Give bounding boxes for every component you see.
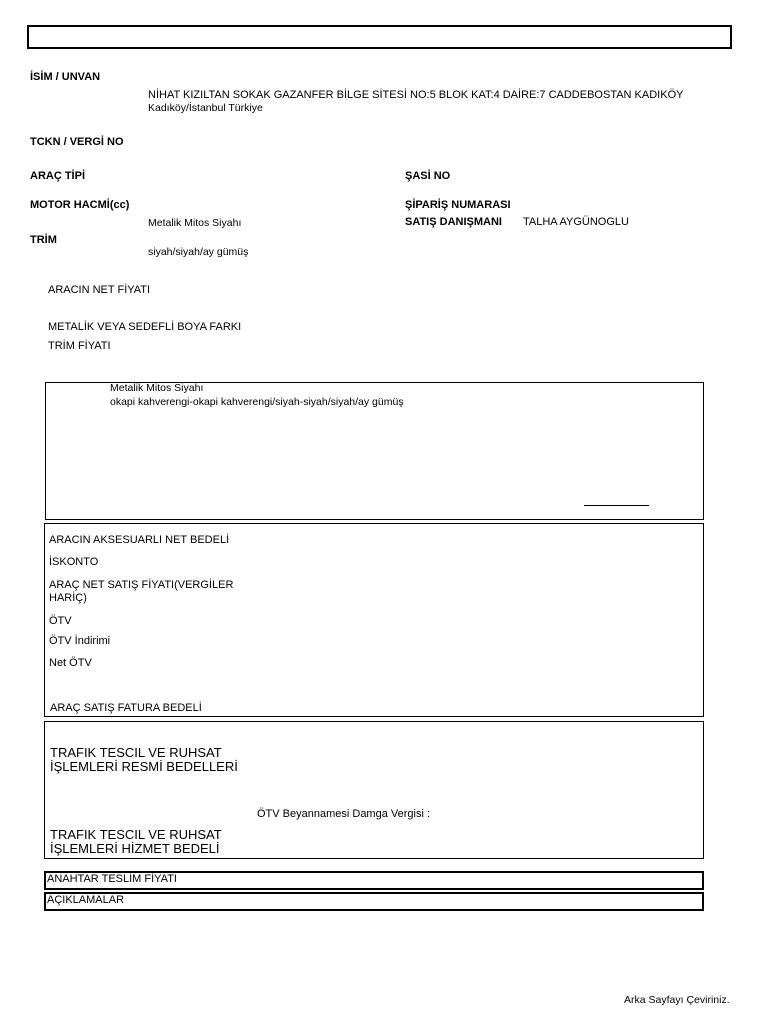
net-sale-label-line1: ARAÇ NET SATIŞ FİYATI(VERGİLER <box>49 579 234 591</box>
service-fee-line1: TRAFIK TESCIL VE RUHSAT <box>50 827 222 842</box>
header-box <box>27 25 732 49</box>
engine-label: MOTOR HACMİ(cc) <box>30 199 130 211</box>
tax-number-label: TCKN / VERGİ NO <box>30 136 124 148</box>
service-fee-line2: İŞLEMLERİ HİZMET BEDELİ <box>50 841 220 856</box>
vehicle-type-label: ARAÇ TİPİ <box>30 170 85 182</box>
net-price-label: ARACIN NET FİYATI <box>48 284 151 296</box>
accessorized-net-label: ARACIN AKSESUARLI NET BEDELİ <box>49 534 230 546</box>
turn-page-note: Arka Sayfayı Çeviriniz. <box>624 994 730 1006</box>
turnkey-price-label: ANAHTAR TESLİM FİYATI <box>47 873 177 885</box>
trim-value: siyah/siyah/ay gümüş <box>148 246 249 258</box>
sales-rep-label: SATIŞ DANIŞMANI <box>405 216 502 228</box>
sales-rep-value: TALHA AYGÜNOGLU <box>523 216 629 228</box>
trim-label: TRİM <box>30 234 57 246</box>
name-label: İSİM / UNVAN <box>30 71 101 83</box>
notes-row <box>44 892 704 911</box>
address-line1: NİHAT KIZILTAN SOKAK GAZANFER BİLGE SİTESİ NO:5 BLOK KAT:4 DAİRE:7 CADDEBOSTAN KADIKÖY <box>148 89 684 101</box>
options-color-line: Metalik Mitos Siyahı <box>110 382 204 394</box>
paint-difference-label: METALİK VEYA SEDEFLİ BOYA FARKI <box>48 321 242 333</box>
official-fees-line1: TRAFIK TESCIL VE RUHSAT <box>50 745 222 760</box>
discount-label: İSKONTO <box>49 556 99 568</box>
net-sale-label-line2: HARİÇ) <box>49 592 87 604</box>
stamp-tax-label: ÖTV Beyannamesi Damga Vergisi : <box>257 808 431 820</box>
notes-label: AÇIKLAMALAR <box>47 894 125 906</box>
otv-discount-label: ÖTV İndirimi <box>49 635 111 647</box>
official-fees-line2: İŞLEMLERİ RESMİ BEDELLERİ <box>50 759 238 774</box>
chassis-label: ŞASİ NO <box>405 170 451 182</box>
otv-label: ÖTV <box>49 615 72 627</box>
invoice-total-label: ARAÇ SATIŞ FATURA BEDELİ <box>50 702 202 714</box>
color-value: Metalik Mitos Siyahı <box>148 217 242 229</box>
options-total-underline <box>584 505 649 506</box>
options-upholstery-line: okapi kahverengi-okapi kahverengi/siyah-siyah/siyah/ay gümüş <box>110 396 404 408</box>
trim-price-label: TRİM FİYATI <box>48 340 111 352</box>
address-line2: Kadıköy/İstanbul Türkiye <box>148 102 263 114</box>
net-otv-label: Net ÖTV <box>49 657 92 669</box>
summary-box <box>44 523 704 717</box>
order-number-label: ŞİPARİŞ NUMARASI <box>405 199 511 211</box>
